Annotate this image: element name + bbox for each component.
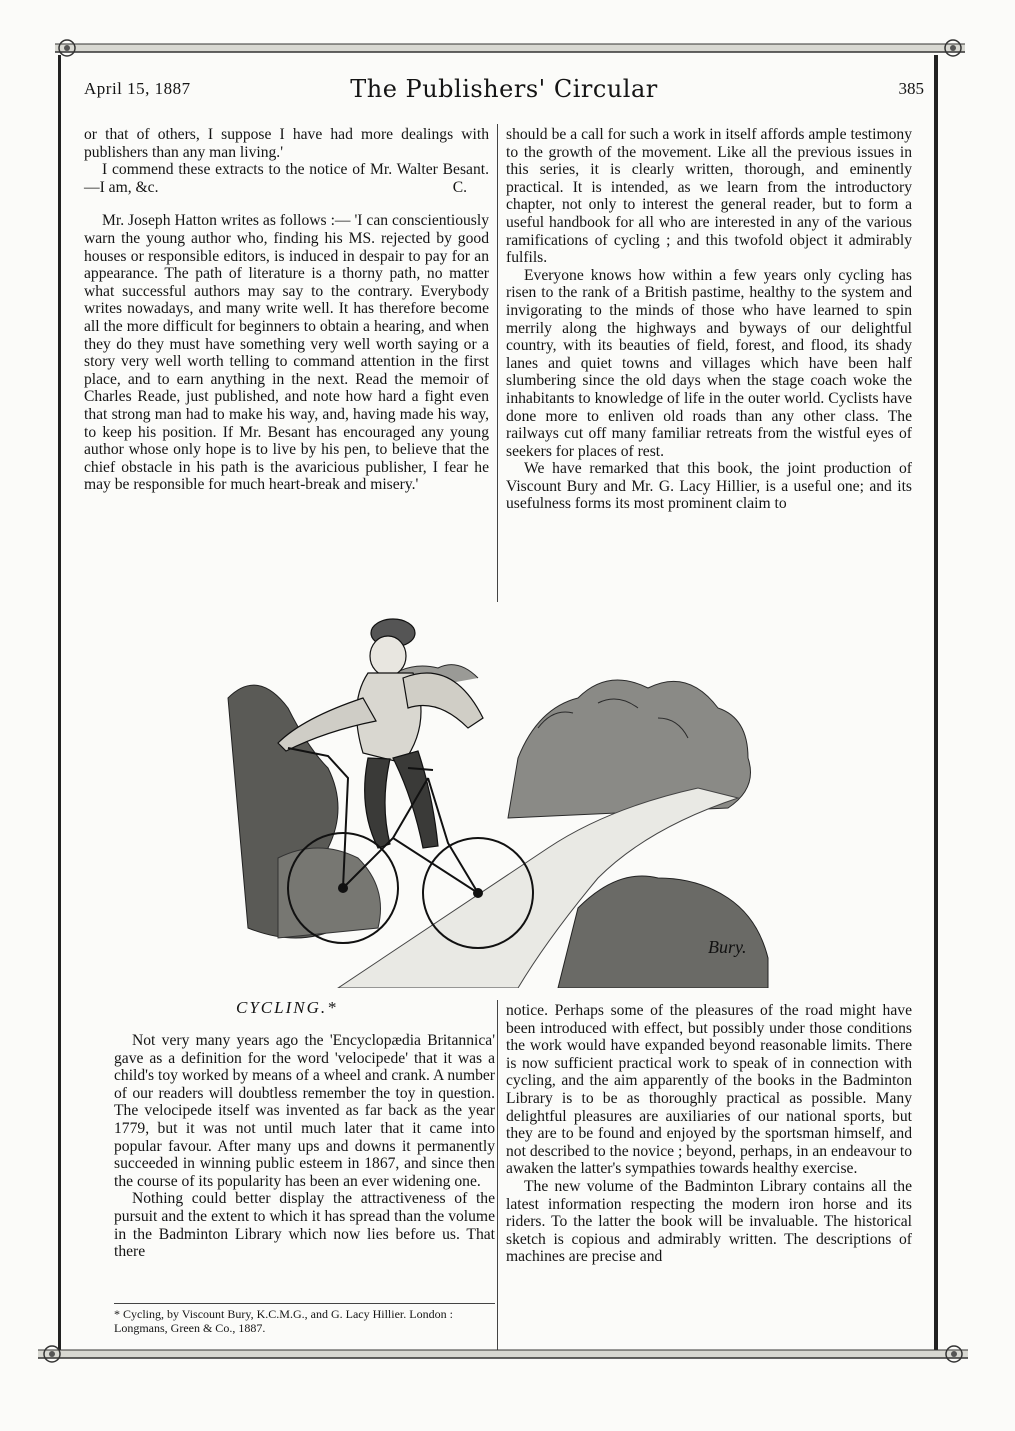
top-ornamental-border <box>55 38 965 58</box>
right-column-top <box>506 126 912 513</box>
page-number: 385 <box>898 79 924 98</box>
paragraph: Mr. Joseph Hatton writes as follows :— 'I can conscientiously warn the young author who, finding his MS. rejected by good houses or responsible editors, is induced in despair to pay for an appearance. The path of literature is a thorny path, no matter what successful authors may say to the contrary. Everybody writes nowadays, and many write well. It has therefore become all the more difficult for beginners to obtain a hearing, and when they do they must have something very well worth saying or a story very well worth telling to command attention in the first place, and to earn anything in the next. Read the memoir of Charles Reade, just published, and note how hard a fight even that strong man had to make his way, and, having made his way, to keep his position. If Mr. Besant has encouraged any young author whose only hope is to live by his pen, to believe that the chief obstacle in his path is the avaricious publisher, I fear he may be responsible for much heart-break and misery.' <box>84 212 489 494</box>
issue-date: April 15, 1887 <box>84 79 191 98</box>
signature-initial: C. <box>452 178 467 196</box>
right-column-bottom <box>506 1002 912 1266</box>
paragraph: Nothing could better display the attractiveness of the pursuit and the extent to which it has spread than the volume in the Badminton Library which now lies before us. That there <box>114 1190 495 1261</box>
paragraph: notice. Perhaps some of the pleasures of the road might have been introduced with effect, but possibly under those conditions the work would have expanded beyond reasonable limits. There is now sufficient practical work to speak of in connection with cycling, and the aim apparently of the books in the Badminton Library is to be as thoroughly practical as possible. Many delightful pleasures are auxiliaries of our national sports, but they are to be found and enjoyed by the sportsman himself, and not described to the novice ; beyond, perhaps, in an endeavour to awaken the latter's sympathies towards healthy exercise. <box>506 1002 912 1178</box>
paragraph: The new volume of the Badminton Library contains all the latest information respecting the modern iron horse and its riders. To the latter the book will be invaluable. The historical sketch is copious and admirably written. The descriptions of machines are precise and <box>506 1177 912 1266</box>
column-divider-bottom <box>497 1000 498 1350</box>
paragraph-text: I commend these extracts to the notice of Mr. Walter Besant.—I am, &c. <box>84 161 489 196</box>
cycling-illustration <box>218 608 773 988</box>
right-border-rule <box>934 55 938 1355</box>
section-heading-text: CYCLING.* <box>236 998 338 1017</box>
paragraph: or that of others, I suppose I have had more dealings with publishers than any man living.' <box>84 126 489 161</box>
left-border-rule <box>58 55 61 1355</box>
paragraph: We have remarked that this book, the joint production of Viscount Bury and Mr. G. Lacy Hillier, is a useful one; and its usefulness forms its most prominent claim to <box>506 460 912 513</box>
paragraph: Not very many years ago the 'Encyclopædia Britannica' gave as a definition for the word 'velocipede' that it was a child's toy worked by means of a wheel and crank. A number of our readers will doubtless remember the toy in question. The velocipede itself was invented as far back as the year 1779, but it was not until much later that it came into popular favour. After many ups and downs it permanently succeeded in winning public esteem in 1867, and since then the course of its popularity has been an ever widening one. <box>114 1032 495 1190</box>
paragraph <box>84 161 489 196</box>
left-column-bottom <box>114 1032 495 1261</box>
left-column-top <box>84 126 489 494</box>
column-divider-top <box>497 124 498 602</box>
footnote-rule <box>114 1303 495 1304</box>
footnote: * Cycling, by Viscount Bury, K.C.M.G., and G. Lacy Hillier. London : Longmans, Green & Co., 1887. <box>114 1307 453 1335</box>
artist-signature: Bury. <box>708 937 747 957</box>
paragraph: Everyone knows how within a few years only cycling has risen to the rank of a British pastime, healthy to the system and invigorating to the minds of those who have learned to spin merrily along the highways and byways of our delightful country, with its beauties of field, forest, and flood, its shady lanes and quiet towns and villages which have been half slumbering since the old days when the stage coach woke the inhabitants to knowledge of life in the outer world. Cyclists have done more to enliven old roads than any other class. The railways cut off many familiar retreats from the wistful eyes of seekers for places of rest. <box>506 266 912 460</box>
running-head <box>84 75 924 105</box>
paragraph: should be a call for such a work in itself affords ample testimony to the growth of the movement. Like all the previous issues in this series, it is clearly written, thorough, and eminently practical. It is intended, as we learn from the introductory chapter, not only to interest the general reader, but to form a useful handbook for all who are interested in any of the various ramifications of cycling ; and this twofold object it admirably fulfils. <box>506 126 912 267</box>
publication-title: The Publishers' Circular <box>350 75 658 103</box>
bottom-ornamental-border <box>38 1345 968 1363</box>
